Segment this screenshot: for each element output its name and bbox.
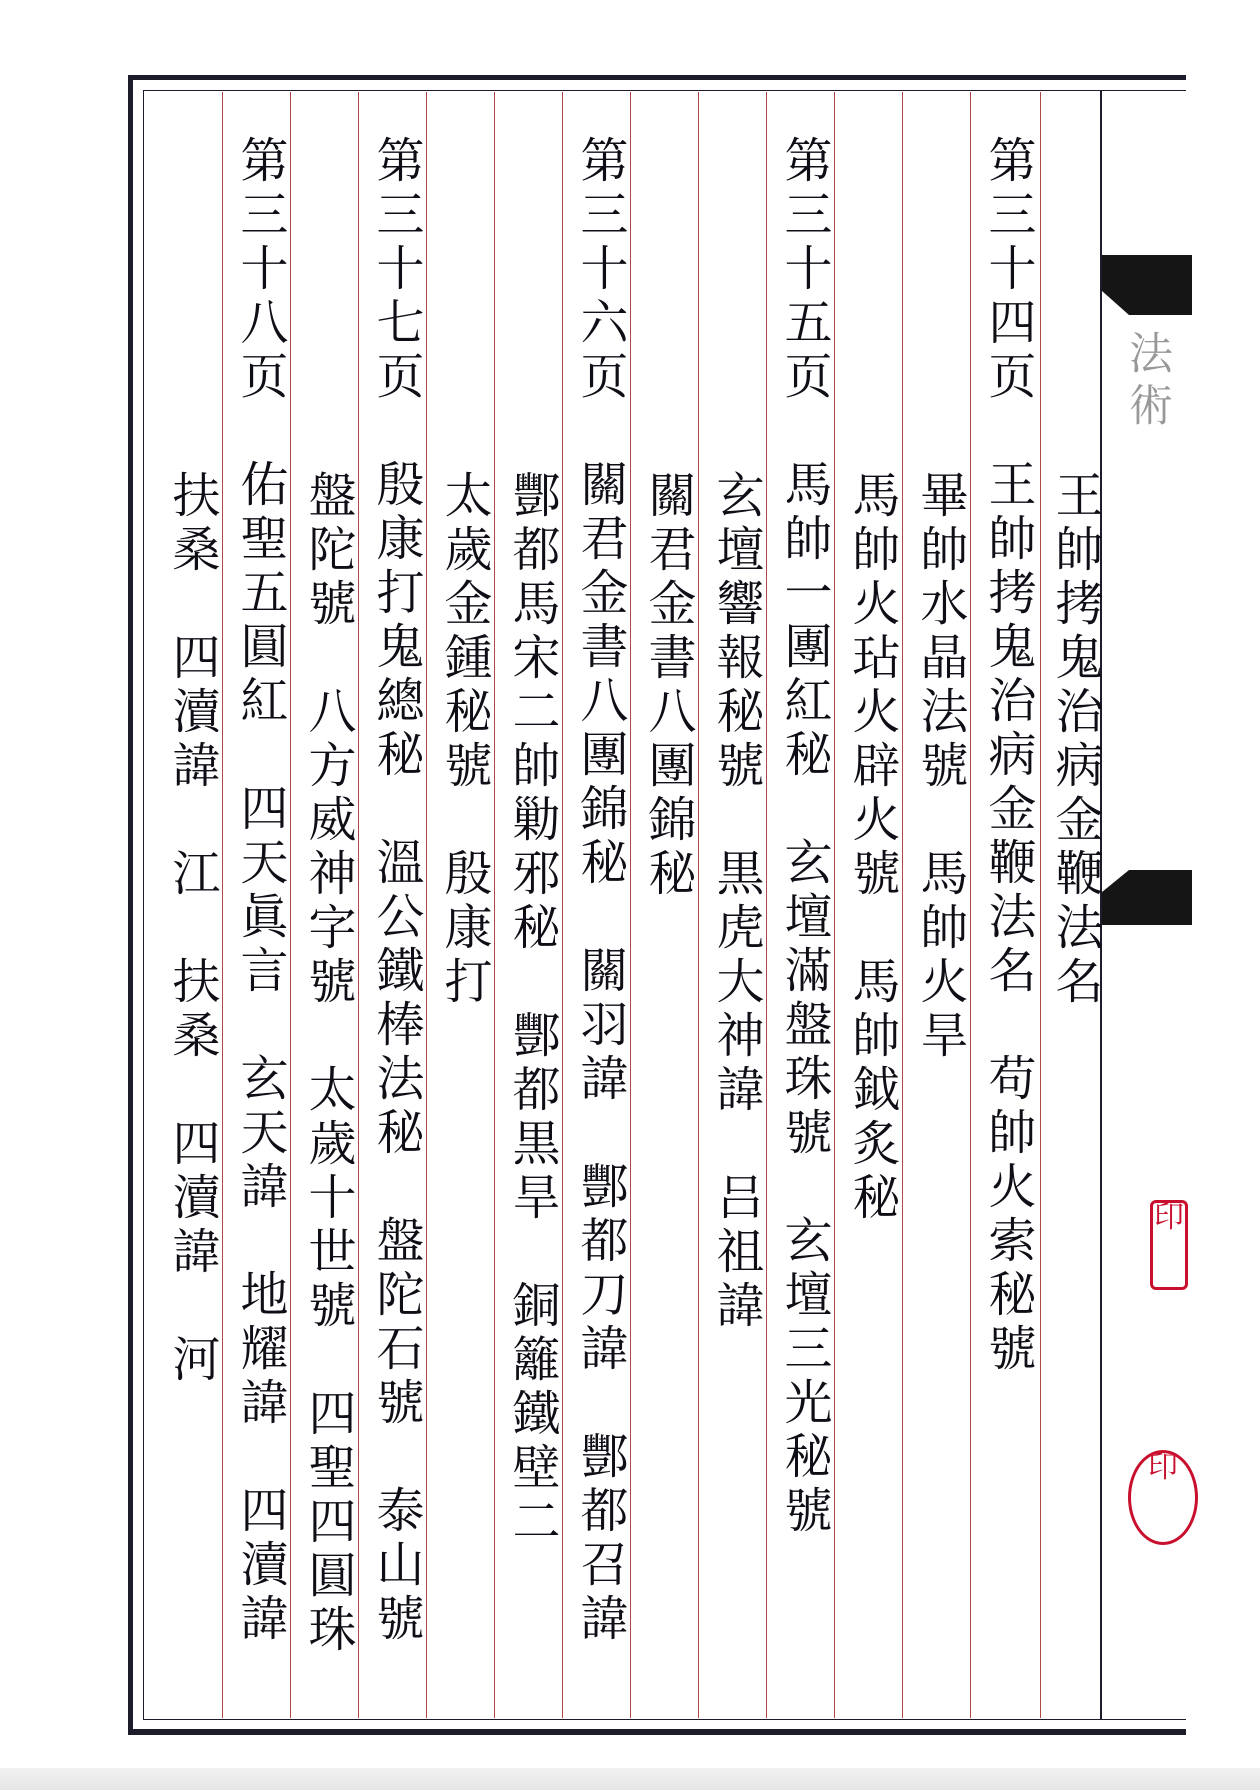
scanner-edge bbox=[0, 1768, 1260, 1790]
column-rule bbox=[698, 92, 699, 1718]
text-column: 第三十六页 關君金書八團錦秘 關羽諱 酆都刀諱 酆都召諱 bbox=[572, 135, 628, 1647]
text-column: 馬帥火玷火辟火號 馬帥鉞炙秘 bbox=[844, 470, 900, 1226]
seal-stamp: 印 bbox=[1150, 1200, 1188, 1290]
column-rule bbox=[426, 92, 427, 1718]
column-rule bbox=[358, 92, 359, 1718]
text-column: 酆都馬宋二帥勦邪秘 酆都黒旱 銅籬鐵壁二 bbox=[504, 470, 560, 1550]
column-rule bbox=[630, 92, 631, 1718]
text-column: 盤陀號 八方威神字號 太歲十世號 四聖四圓珠 bbox=[300, 470, 356, 1658]
text-column: 第三十四页 王帥拷鬼治病金鞭法名 苟帥火索秘號 bbox=[980, 135, 1036, 1377]
text-column: 扶桑 四瀆諱 江 扶桑 四瀆諱 河 bbox=[164, 470, 220, 1388]
column-rule bbox=[1040, 92, 1041, 1718]
seal-stamp: 印 bbox=[1128, 1450, 1198, 1545]
text-column: 第三十五页 馬帥一團紅秘 玄壇滿盤珠號 玄壇三光秘號 bbox=[776, 135, 832, 1539]
column-rule bbox=[970, 92, 971, 1718]
column-rule bbox=[494, 92, 495, 1718]
column-rule bbox=[766, 92, 767, 1718]
text-column: 第三十八页 佑聖五圓紅 四天眞言 玄天諱 地耀諱 四瀆諱 bbox=[232, 135, 288, 1647]
text-column: 玄壇響報秘號 黒虎大神諱 吕祖諱 bbox=[708, 470, 764, 1334]
column-rule bbox=[902, 92, 903, 1718]
column-rule bbox=[834, 92, 835, 1718]
text-column: 第三十七页 殷康打鬼總秘 溫公鐵棒法秘 盤陀石號 泰山號 bbox=[368, 135, 424, 1647]
text-column: 太歲金鍾秘號 殷康打 bbox=[436, 470, 492, 1010]
column-rule bbox=[290, 92, 291, 1718]
column-rule bbox=[562, 92, 563, 1718]
text-column: 畢帥水晶法號 馬帥火旱 bbox=[912, 470, 968, 1064]
text-column: 王帥拷鬼治病金鞭法名 bbox=[1047, 470, 1103, 1010]
fold-title: 法術 bbox=[1121, 330, 1172, 434]
column-rule bbox=[222, 92, 223, 1718]
text-column: 關君金書八團錦秘 bbox=[640, 470, 696, 902]
